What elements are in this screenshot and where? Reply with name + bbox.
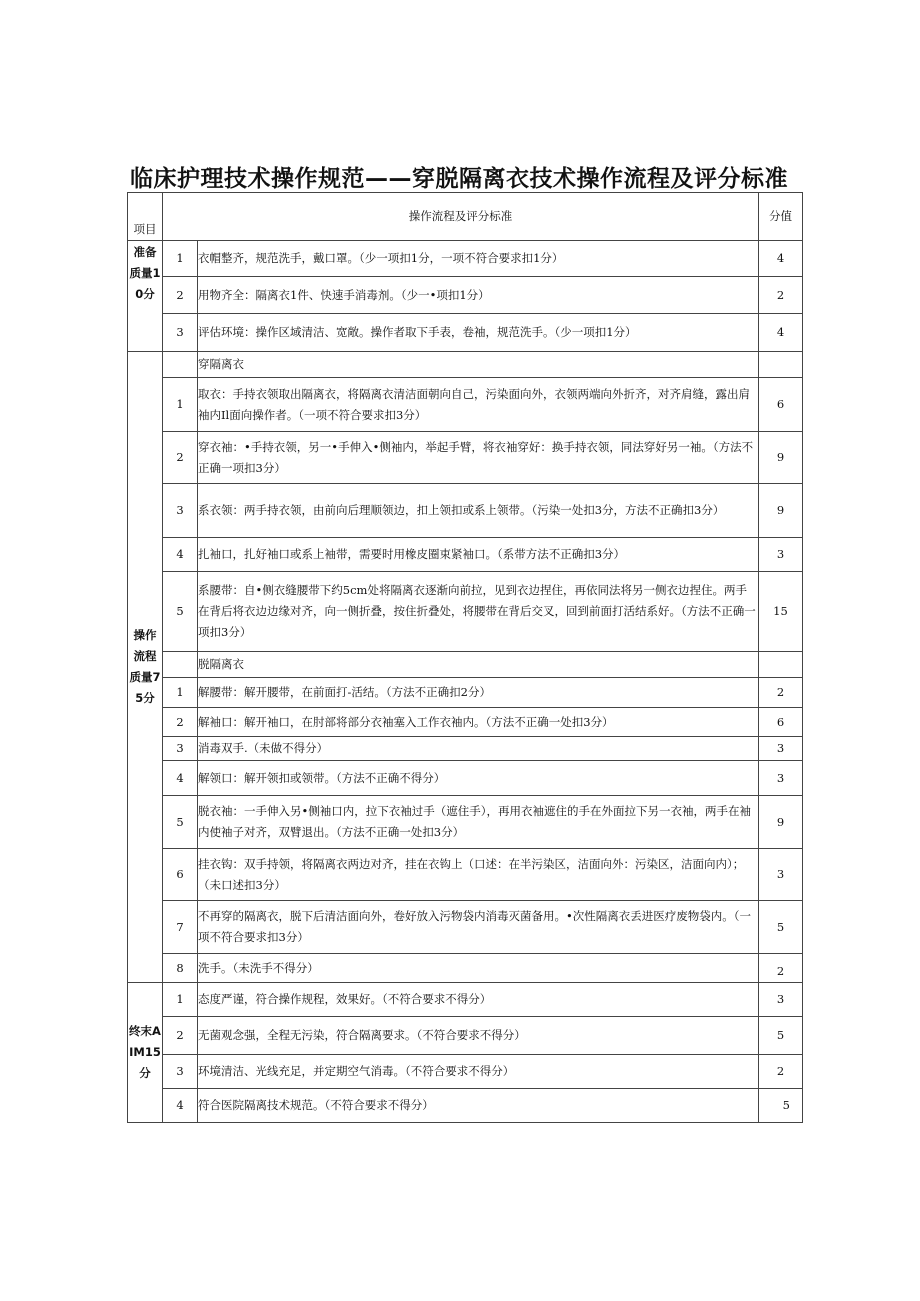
row-num: 1 bbox=[163, 378, 198, 432]
section-prep-label: 准备质量10分 bbox=[128, 241, 163, 352]
page-title: 临床护理技术操作规范——穿脱隔离衣技术操作流程及评分标准 bbox=[130, 166, 788, 192]
table-row bbox=[128, 241, 803, 277]
table-row bbox=[128, 432, 803, 484]
row-score: 2 bbox=[759, 277, 803, 314]
table-row bbox=[128, 277, 803, 314]
row-text: 系腰带：自•侧衣缝腰带下约5cm处将隔离衣逐渐向前拉，见到衣边捏住，再依同法将另一侧衣边捏住。两手在背后将衣边边缘对齐，向一侧折叠，按住折叠处，将腰带在背后交叉，回到前面打活结系好。（方法不正确一项扣3分） bbox=[198, 572, 759, 652]
row-num: 3 bbox=[163, 737, 198, 761]
table-row bbox=[128, 796, 803, 849]
row-num: 3 bbox=[163, 1055, 198, 1089]
row-text: 不再穿的隔离衣，脱下后清洁面向外，卷好放入污物袋内消毒灭菌备用。•次性隔离衣丢进医疗废物袋内。（一项不符合要求扣3分） bbox=[198, 901, 759, 954]
row-num: 7 bbox=[163, 901, 198, 954]
table-row bbox=[128, 572, 803, 652]
row-text: 评估环境：操作区域清洁、宽敞。操作者取下手表，卷袖，规范洗手。（少一项扣1分） bbox=[198, 314, 759, 352]
row-score: 6 bbox=[759, 708, 803, 737]
row-num: 1 bbox=[163, 983, 198, 1017]
row-text: 衣帽整齐，规范洗手，戴口罩。（少一项扣1分，一项不符合要求扣1分） bbox=[198, 241, 759, 277]
table-header-row bbox=[128, 193, 803, 241]
header-score: 分值 bbox=[759, 193, 803, 241]
section-final-label: 终末AIM15分 bbox=[128, 983, 163, 1123]
subheading-row-don bbox=[128, 352, 803, 378]
table-row bbox=[128, 1089, 803, 1123]
row-score: 3 bbox=[759, 849, 803, 901]
row-text: 洗手。（未洗手不得分） bbox=[198, 954, 759, 983]
row-score: 5 bbox=[759, 901, 803, 954]
table-row bbox=[128, 678, 803, 708]
row-score: 5 bbox=[759, 1089, 803, 1123]
table-row bbox=[128, 484, 803, 538]
row-text: 系衣领：两手持衣领，由前向后理顺领边，扣上领扣或系上领带。（污染一处扣3分，方法不正确扣3分） bbox=[198, 484, 759, 538]
row-score: 6 bbox=[759, 378, 803, 432]
row-text: 解腰带：解开腰带，在前面打-活结。（方法不正确扣2分） bbox=[198, 678, 759, 708]
table-row bbox=[128, 1055, 803, 1089]
row-num: 3 bbox=[163, 314, 198, 352]
row-text: 扎袖口，扎好袖口或系上袖带，需要时用橡皮圈束紧袖口。（系带方法不正确扣3分） bbox=[198, 538, 759, 572]
row-text: 解袖口：解开袖口，在肘部将部分衣袖塞入工作衣袖内。（方法不正确一处扣3分） bbox=[198, 708, 759, 737]
row-score: 2 bbox=[759, 1055, 803, 1089]
table-row bbox=[128, 901, 803, 954]
row-score: 15 bbox=[759, 572, 803, 652]
table-row bbox=[128, 737, 803, 761]
table-row bbox=[128, 761, 803, 796]
row-num: 3 bbox=[163, 484, 198, 538]
row-num: 6 bbox=[163, 849, 198, 901]
row-text: 挂衣钩：双手持领，将隔离衣两边对齐，挂在衣钩上（口述：在半污染区，洁面向外：污染区，洁面向内）；（未口述扣3分） bbox=[198, 849, 759, 901]
row-text: 无菌观念强，全程无污染，符合隔离要求。（不符合要求不得分） bbox=[198, 1017, 759, 1055]
table-row bbox=[128, 983, 803, 1017]
row-text: 态度严谨，符合操作规程，效果好。（不符合要求不得分） bbox=[198, 983, 759, 1017]
row-score: 4 bbox=[759, 314, 803, 352]
row-score: 3 bbox=[759, 538, 803, 572]
row-num: 2 bbox=[163, 432, 198, 484]
table-row bbox=[128, 708, 803, 737]
row-text: 用物齐全：隔离衣1件、快速手消毒剂。（少一•项扣1分） bbox=[198, 277, 759, 314]
row-score: 9 bbox=[759, 432, 803, 484]
row-score: 2 bbox=[759, 678, 803, 708]
row-num: 5 bbox=[163, 572, 198, 652]
scoring-table bbox=[127, 192, 803, 1123]
row-num: 2 bbox=[163, 277, 198, 314]
row-num: 5 bbox=[163, 796, 198, 849]
row-score: 3 bbox=[759, 761, 803, 796]
row-text: 取衣：手持衣领取出隔离衣，将隔离衣清洁面朝向自己，污染面向外，衣领两端向外折齐，对齐肩缝，露出肩袖内Il面向操作者。（一项不符合要求扣3分） bbox=[198, 378, 759, 432]
header-item: 项目 bbox=[128, 193, 163, 241]
subheading-don: 穿隔离衣 bbox=[198, 352, 759, 378]
table-row bbox=[128, 314, 803, 352]
table-row bbox=[128, 1017, 803, 1055]
table-row bbox=[128, 378, 803, 432]
row-score: 5 bbox=[759, 1017, 803, 1055]
row-score: 4 bbox=[759, 241, 803, 277]
row-score: 2 bbox=[759, 954, 803, 983]
subheading-row-doff bbox=[128, 652, 803, 678]
row-num: 4 bbox=[163, 538, 198, 572]
row-num: 2 bbox=[163, 1017, 198, 1055]
table-row bbox=[128, 954, 803, 983]
row-text: 穿衣袖：•手持衣领，另一•手伸入•侧袖内，举起手臂，将衣袖穿好：换手持衣领，同法穿好另一袖。（方法不正确一项扣3分） bbox=[198, 432, 759, 484]
row-score: 9 bbox=[759, 796, 803, 849]
row-num: 1 bbox=[163, 241, 198, 277]
table-row bbox=[128, 538, 803, 572]
row-text: 解领口：解开领扣或领带。（方法不正确不得分） bbox=[198, 761, 759, 796]
section-process-label: 操作流程质量75分 bbox=[128, 352, 163, 983]
row-num: 2 bbox=[163, 708, 198, 737]
row-score: 3 bbox=[759, 737, 803, 761]
table-row bbox=[128, 849, 803, 901]
row-score: 3 bbox=[759, 983, 803, 1017]
row-num: 8 bbox=[163, 954, 198, 983]
row-text: 符合医院隔离技术规范。（不符合要求不得分） bbox=[198, 1089, 759, 1123]
header-process: 操作流程及评分标准 bbox=[163, 193, 759, 241]
row-score: 9 bbox=[759, 484, 803, 538]
subheading-doff: 脱隔离衣 bbox=[198, 652, 759, 678]
row-text: 环境清洁、光线充足，并定期空气消毒。（不符合要求不得分） bbox=[198, 1055, 759, 1089]
row-num: 4 bbox=[163, 761, 198, 796]
row-num: 4 bbox=[163, 1089, 198, 1123]
row-num: 1 bbox=[163, 678, 198, 708]
row-text: 消毒双手.（未做不得分） bbox=[198, 737, 759, 761]
row-text: 脱衣袖：一手伸入另•侧袖口内，拉下衣袖过手（遮住手），再用衣袖遮住的手在外面拉下另一衣袖，两手在袖内使袖子对齐，双臂退出。（方法不正确一处扣3分） bbox=[198, 796, 759, 849]
